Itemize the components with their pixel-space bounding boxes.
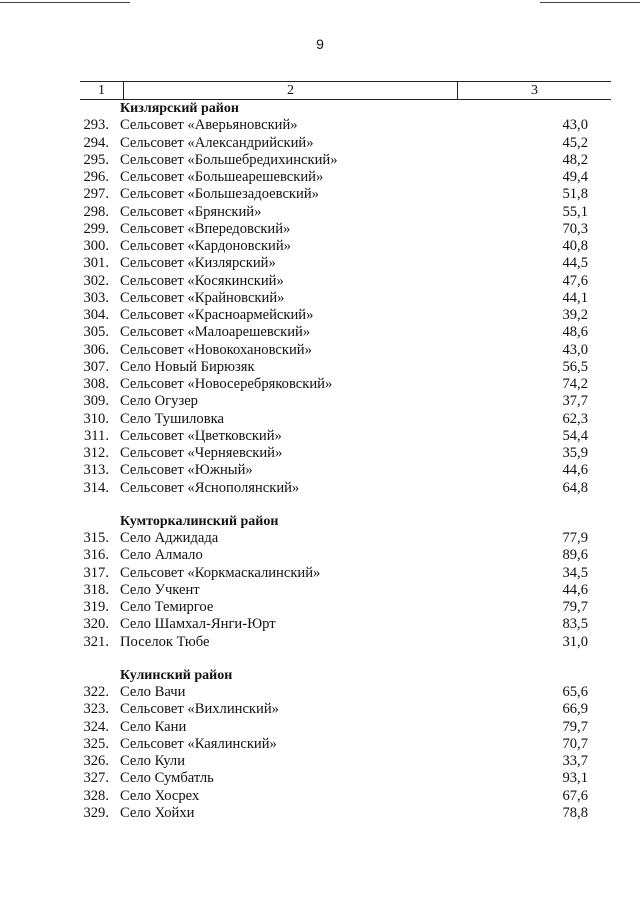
row-value: 64,8 <box>562 479 588 496</box>
row-value: 78,8 <box>562 804 588 821</box>
settlement-name: Село Аджидада <box>120 530 219 546</box>
row-value: 67,6 <box>562 787 588 804</box>
district-name: Кулинский район <box>120 667 233 683</box>
row-number: 302. <box>83 272 109 289</box>
row-number: 324. <box>83 718 109 735</box>
row-number: 313. <box>83 462 109 479</box>
table-row <box>80 152 611 169</box>
settlement-name: Сельсовет «Черняевский» <box>120 445 283 461</box>
row-number: 295. <box>83 151 109 168</box>
row-value: 74,2 <box>562 376 588 392</box>
settlement-name: Село Темиргое <box>120 599 214 615</box>
row-number: 293. <box>83 117 109 134</box>
scan-edge-line <box>540 2 640 3</box>
row-number: 319. <box>83 599 109 615</box>
column-header-2: 2 <box>124 82 458 99</box>
row-number: 317. <box>83 564 109 581</box>
settlement-name: Сельсовет «Вихлинский» <box>120 701 279 718</box>
settlement-name: Сельсовет «Южный» <box>120 462 253 479</box>
table-row <box>80 342 611 359</box>
row-value: 48,6 <box>562 324 588 341</box>
row-value: 65,6 <box>562 684 588 700</box>
row-number: 315. <box>83 530 109 546</box>
row-number: 328. <box>83 787 109 804</box>
settlement-name: Село Тушиловка <box>120 410 224 427</box>
row-number: 325. <box>83 735 109 752</box>
row-value: 55,1 <box>562 203 588 220</box>
row-number <box>80 100 120 117</box>
table-row <box>80 701 611 718</box>
row-number: 307. <box>83 358 109 375</box>
table-row <box>80 221 611 238</box>
table-row <box>80 273 611 290</box>
settlement-name: Село Шамхал-Янги-Юрт <box>120 616 276 633</box>
settlement-name: Сельсовет «Впередовский» <box>120 220 291 237</box>
row-value: 43,0 <box>562 341 588 358</box>
table-row <box>80 736 611 753</box>
table-row <box>80 324 611 341</box>
row-number: 297. <box>83 186 109 203</box>
row-value: 54,4 <box>562 427 588 444</box>
row-value: 77,9 <box>562 530 588 546</box>
table-row <box>80 411 611 428</box>
row-number: 294. <box>83 134 109 151</box>
settlement-name: Село Кули <box>120 753 186 769</box>
table-row <box>80 428 611 445</box>
row-number: 301. <box>83 255 109 272</box>
settlement-name: Сельсовет «Цветковский» <box>120 427 282 444</box>
table-row <box>80 565 611 582</box>
table-row <box>80 634 611 651</box>
settlement-name: Село Хосрех <box>120 787 200 804</box>
row-number: 305. <box>83 324 109 341</box>
table-body <box>80 100 611 822</box>
table-row <box>80 307 611 324</box>
settlement-name: Сельсовет «Малоарешевский» <box>120 324 311 341</box>
table-row <box>80 788 611 805</box>
table-row <box>80 359 611 376</box>
settlement-name: Село Огузер <box>120 393 198 410</box>
table-row <box>80 547 611 564</box>
row-number: 303. <box>83 289 109 306</box>
district-heading-row <box>80 100 611 117</box>
settlement-name: Село Вачи <box>120 684 186 700</box>
table-row <box>80 117 611 134</box>
row-value: 33,7 <box>562 753 588 769</box>
row-number: 299. <box>83 220 109 237</box>
row-value: 62,3 <box>562 410 588 427</box>
scan-edge-line <box>0 2 130 3</box>
row-value: 31,0 <box>562 633 588 650</box>
table-row <box>80 445 611 462</box>
settlement-name: Сельсовет «Косякинский» <box>120 272 284 289</box>
row-number: 311. <box>84 427 109 444</box>
row-value: 39,2 <box>562 307 588 323</box>
table-row <box>80 238 611 255</box>
settlement-name: Сельсовет «Кизлярский» <box>120 255 276 272</box>
row-number: 304. <box>83 307 109 323</box>
settlement-name: Поселок Тюбе <box>120 633 210 650</box>
row-value: 70,3 <box>562 220 588 237</box>
section-gap <box>80 497 611 513</box>
settlement-name: Село Алмало <box>120 547 203 564</box>
table-row <box>80 719 611 736</box>
row-value: 44,1 <box>562 289 588 306</box>
column-header-1: 1 <box>80 82 124 99</box>
row-value: 45,2 <box>562 134 588 151</box>
settlement-name: Село Хойхи <box>120 804 195 821</box>
table-row <box>80 186 611 203</box>
row-value: 43,0 <box>562 117 588 134</box>
settlement-name: Село Кани <box>120 718 187 735</box>
row-value: 44,6 <box>562 581 588 598</box>
row-number: 326. <box>83 753 109 769</box>
settlement-name: Село Новый Бирюзяк <box>120 358 255 375</box>
settlement-name: Сельсовет «Красноармейский» <box>120 307 314 323</box>
table-row <box>80 753 611 770</box>
row-number: 310. <box>83 410 109 427</box>
table-row <box>80 530 611 547</box>
row-value: 79,7 <box>562 718 588 735</box>
settlement-name: Сельсовет «Большеарешевский» <box>120 169 324 185</box>
row-value: 48,2 <box>562 151 588 168</box>
row-value: 35,9 <box>562 445 588 461</box>
row-number: 320. <box>83 616 109 633</box>
row-value: 70,7 <box>562 735 588 752</box>
table-row <box>80 462 611 479</box>
row-value: 49,4 <box>562 169 588 185</box>
row-number: 306. <box>83 341 109 358</box>
settlement-name: Сельсовет «Яснополянский» <box>120 479 300 496</box>
table-row <box>80 290 611 307</box>
row-number: 296. <box>83 169 109 185</box>
settlement-name: Сельсовет «Крайновский» <box>120 289 285 306</box>
row-value: 89,6 <box>562 547 588 564</box>
row-number: 322. <box>83 684 109 700</box>
settlement-name: Сельсовет «Александрийский» <box>120 134 314 151</box>
row-value: 83,5 <box>562 616 588 633</box>
table-row <box>80 255 611 272</box>
row-number: 318. <box>83 581 109 598</box>
settlement-name: Сельсовет «Каялинский» <box>120 735 277 752</box>
row-number: 323. <box>83 701 109 718</box>
row-value: 34,5 <box>562 564 588 581</box>
row-value: 40,8 <box>562 238 588 254</box>
table-row <box>80 204 611 221</box>
district-name: Кизлярский район <box>120 101 239 116</box>
row-value: 93,1 <box>562 770 588 787</box>
settlement-name: Сельсовет «Коркмаскалинский» <box>120 564 321 581</box>
row-number <box>80 513 120 530</box>
settlement-name: Сельсовет «Кардоновский» <box>120 238 291 254</box>
row-number: 312. <box>83 445 109 461</box>
table-row <box>80 599 611 616</box>
column-header-3: 3 <box>531 83 538 98</box>
row-number: 309. <box>83 393 109 410</box>
row-number <box>80 667 120 684</box>
settlement-name: Сельсовет «Аверьяновский» <box>120 117 298 134</box>
settlement-name: Село Учкент <box>120 581 200 598</box>
row-number: 321. <box>83 633 109 650</box>
row-value: 47,6 <box>562 272 588 289</box>
table-row <box>80 684 611 701</box>
table-row <box>80 169 611 186</box>
district-name: Кумторкалинский район <box>120 513 279 529</box>
settlement-name: Село Сумбатль <box>120 770 214 787</box>
table-row <box>80 582 611 599</box>
settlement-name: Сельсовет «Большезадоевский» <box>120 186 319 203</box>
settlement-name: Сельсовет «Новосеребряковский» <box>120 376 333 392</box>
table-row <box>80 376 611 393</box>
table-row <box>80 616 611 633</box>
row-number: 308. <box>83 376 109 392</box>
row-value: 37,7 <box>562 393 588 410</box>
row-number: 327. <box>83 770 109 787</box>
settlement-name: Сельсовет «Большебредихинский» <box>120 151 338 168</box>
district-heading-row <box>80 513 611 530</box>
row-value: 44,6 <box>562 462 588 479</box>
settlement-name: Сельсовет «Новокохановский» <box>120 341 312 358</box>
table-row <box>80 805 611 822</box>
table-row <box>80 480 611 497</box>
row-number: 329. <box>83 804 109 821</box>
settlement-name: Сельсовет «Брянский» <box>120 203 262 220</box>
page-number: 9 <box>316 36 324 52</box>
row-value: 51,8 <box>562 186 588 203</box>
district-heading-row <box>80 667 611 684</box>
row-value: 66,9 <box>562 701 588 718</box>
row-value: 44,5 <box>562 255 588 272</box>
table-header <box>80 81 611 100</box>
row-value: 79,7 <box>562 599 588 615</box>
row-number: 314. <box>83 479 109 496</box>
section-gap <box>80 651 611 667</box>
table-row <box>80 393 611 410</box>
table-row <box>80 770 611 787</box>
row-number: 316. <box>83 547 109 564</box>
row-number: 300. <box>83 238 109 254</box>
row-value: 56,5 <box>562 358 588 375</box>
row-number: 298. <box>83 203 109 220</box>
table-row <box>80 135 611 152</box>
